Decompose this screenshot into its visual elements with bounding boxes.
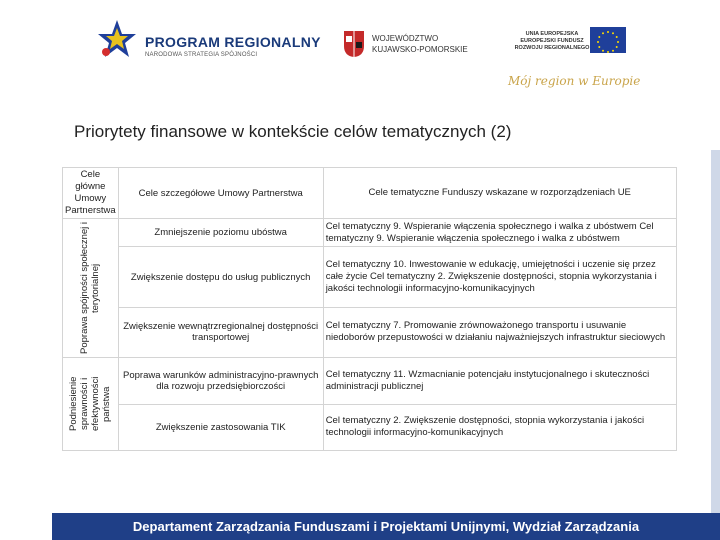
- slogan: Mój region w Europie: [508, 74, 641, 88]
- table-row: [63, 307, 677, 357]
- column-header-thematic-goals: Cele tematyczne Funduszy wskazane w rozporządzeniach UE: [323, 168, 676, 219]
- program-title: PROGRAM REGIONALNY: [145, 34, 321, 50]
- thematic-goal-cell: Cel tematyczny 7. Promowanie zrównoważonego transportu i usuwanie niedoborów przepustowości w działaniu najważniejszych infrastruktur sieciowych: [323, 307, 676, 357]
- page-title: Priorytety finansowe w kontekście celów tematycznych (2): [74, 122, 512, 141]
- table-row: [63, 404, 677, 451]
- group-label: Poprawa spójności społecznej i terytorialnej: [79, 221, 102, 355]
- detail-goal-cell: Zwiększenie zastosowania TIK: [118, 404, 323, 451]
- column-header-detailed-goals: Cele szczegółowe Umowy Partnerstwa: [118, 168, 323, 219]
- detail-goal-cell: Zmniejszenie poziomu ubóstwa: [118, 219, 323, 247]
- thematic-goal-cell: Cel tematyczny 11. Wzmacnianie potencjału instytucjonalnego i skuteczności administracji publicznej: [323, 358, 676, 405]
- eu-flag-icon: [590, 27, 626, 53]
- footer-bar: Departament Zarządzania Funduszami i Projektami Unijnymi, Wydział Zarządzania: [52, 513, 720, 540]
- group-label: Podniesienie sprawności i efektywności państwa: [68, 376, 113, 432]
- thematic-goal-cell: Cel tematyczny 2. Zwiększenie dostępności, stopnia wykorzystania i jakości technologii informacyjno-komunikacyjnych: [323, 404, 676, 451]
- detail-goal-cell: Zwiększenie wewnątrzregionalnej dostępności transportowej: [118, 307, 323, 357]
- table-row: [63, 247, 677, 308]
- group-cell-efficiency: [63, 358, 119, 451]
- group-cell-cohesion: [63, 219, 119, 358]
- column-header-main-goals: Cele główne Umowy Partnerstwa: [63, 168, 119, 219]
- table-row: [63, 219, 677, 247]
- decorative-stripe: [711, 150, 720, 513]
- region-name: WOJEWÓDZTWO KUJAWSKO-POMORSKIE: [372, 34, 468, 54]
- region-emblem-icon: [343, 30, 365, 58]
- program-star-logo-icon: [96, 18, 138, 60]
- eu-fund-label: UNIA EUROPEJSKA EUROPEJSKI FUNDUSZ ROZWOJU REGIONALNEGO: [514, 31, 590, 51]
- program-subtitle: NARODOWA STRATEGIA SPÓJNOŚCI: [145, 52, 258, 58]
- thematic-goal-cell: Cel tematyczny 9. Wspieranie włączenia społecznego i walka z ubóstwem Cel tematyczny 9. Wspieranie włączenia społecznego i walka z ubóstwem: [323, 219, 676, 247]
- priorities-table: [62, 167, 677, 451]
- table-header-row: [63, 168, 677, 219]
- detail-goal-cell: Zwiększenie dostępu do usług publicznych: [118, 247, 323, 308]
- table-row: [63, 358, 677, 405]
- header-logos: [0, 0, 720, 110]
- detail-goal-cell: Poprawa warunków administracyjno-prawnych dla rozwoju przedsiębiorczości: [118, 358, 323, 405]
- thematic-goal-cell: Cel tematyczny 10. Inwestowanie w edukację, umiejętności i uczenie się przez całe życie Cel tematyczny 2. Zwiększenie dostępności, stopnia wykorzystania i jakości technologii informacyjno-komunikacyjnych: [323, 247, 676, 308]
